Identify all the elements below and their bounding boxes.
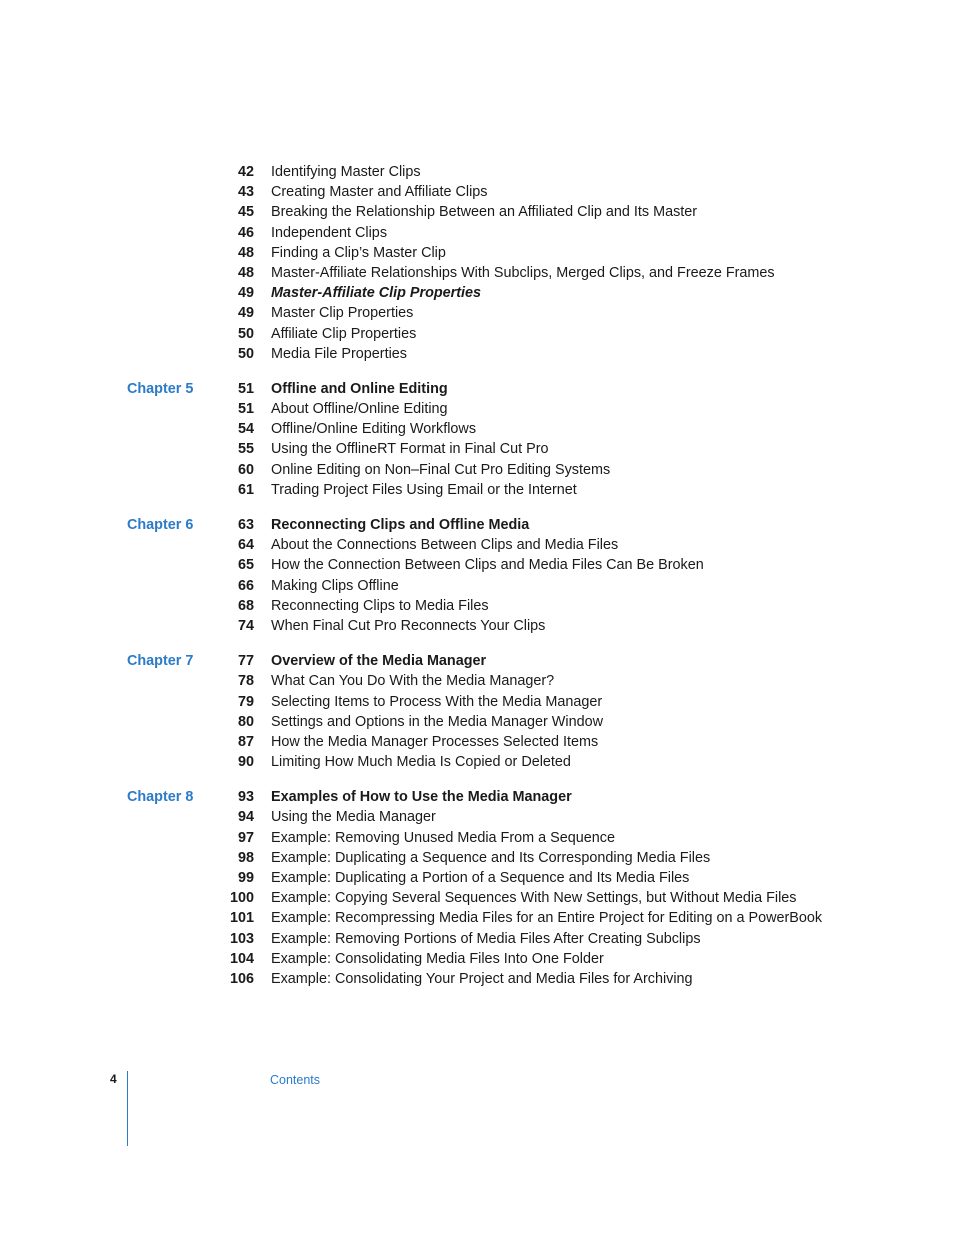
entry-title[interactable]: When Final Cut Pro Reconnects Your Clips	[271, 617, 546, 634]
page-number: 48	[237, 244, 254, 261]
toc-entry[interactable]	[0, 828, 954, 848]
page-number: 54	[237, 421, 254, 438]
entry-title[interactable]: Offline/Online Editing Workflows	[271, 421, 477, 438]
page-number: 48	[237, 264, 254, 281]
entry-title[interactable]: Master-Affiliate Relationships With Subclips, Merged Clips, and Freeze Frames	[271, 264, 775, 281]
toc-entry[interactable]	[0, 576, 954, 596]
table-of-contents	[0, 162, 954, 989]
toc-entry[interactable]	[0, 535, 954, 555]
toc-entry[interactable]	[0, 555, 954, 575]
toc-entry[interactable]	[0, 712, 954, 732]
toc-entry[interactable]	[0, 182, 954, 202]
entry-title[interactable]: Examples of How to Use the Media Manager	[271, 789, 572, 806]
toc-entry[interactable]	[0, 616, 954, 636]
entry-title[interactable]: Reconnecting Clips to Media Files	[271, 597, 489, 614]
page-number: 63	[237, 517, 254, 533]
toc-entry[interactable]	[0, 949, 954, 969]
chapter-label[interactable]: Chapter 8	[127, 789, 194, 806]
page-number: 46	[237, 224, 254, 241]
toc-entry[interactable]	[0, 263, 954, 283]
entry-title[interactable]: Master-Affiliate Clip Properties	[271, 285, 482, 302]
entry-title[interactable]: Finding a Clip’s Master Clip	[271, 244, 446, 261]
chapter-group	[0, 787, 954, 989]
page-number: 50	[237, 325, 254, 342]
toc-entry[interactable]	[0, 439, 954, 459]
page-number: 79	[237, 693, 254, 710]
entry-title[interactable]: Example: Consolidating Your Project and Media Files for Archiving	[271, 970, 693, 987]
entry-title[interactable]: Overview of the Media Manager	[271, 653, 487, 670]
entry-title[interactable]: Affiliate Clip Properties	[271, 325, 417, 342]
page-number: 100	[229, 890, 254, 907]
toc-entry[interactable]	[0, 419, 954, 439]
toc-entry[interactable]	[0, 848, 954, 868]
entry-title[interactable]: Selecting Items to Process With the Media Manager	[271, 693, 603, 710]
entry-title[interactable]: Media File Properties	[271, 345, 407, 362]
entry-title[interactable]: Example: Copying Several Sequences With New Settings, but Without Media Files	[271, 890, 797, 907]
page-number: 66	[237, 577, 254, 594]
page-number: 103	[229, 930, 254, 947]
toc-entry[interactable]	[0, 460, 954, 480]
chapter-label[interactable]: Chapter 5	[127, 380, 194, 397]
chapter-heading-row[interactable]	[0, 651, 954, 671]
chapter-group	[0, 515, 954, 636]
page-number: 77	[237, 653, 254, 670]
toc-entry[interactable]	[0, 752, 954, 772]
toc-entry[interactable]	[0, 344, 954, 364]
toc-entry[interactable]	[0, 692, 954, 712]
entry-title[interactable]: Reconnecting Clips and Offline Media	[271, 517, 530, 533]
entry-title[interactable]: How the Media Manager Processes Selected Items	[271, 733, 599, 750]
entry-title[interactable]: Offline and Online Editing	[271, 380, 448, 397]
page-number: 101	[229, 910, 254, 927]
page-number: 43	[237, 184, 254, 201]
toc-entry[interactable]	[0, 807, 954, 827]
page-number: 106	[229, 970, 254, 987]
toc-entry[interactable]	[0, 324, 954, 344]
page-number: 80	[237, 713, 254, 730]
page-number: 99	[237, 870, 254, 886]
footer-page-number: 4	[110, 1072, 117, 1086]
toc-entry[interactable]	[0, 480, 954, 500]
toc-entry[interactable]	[0, 303, 954, 323]
page-number: 55	[237, 441, 254, 458]
entry-title[interactable]: Limiting How Much Media Is Copied or Deleted	[271, 754, 571, 771]
entry-title[interactable]: What Can You Do With the Media Manager?	[271, 673, 555, 690]
entry-title[interactable]: Master Clip Properties	[271, 305, 414, 322]
page-number: 93	[237, 789, 254, 806]
entry-title[interactable]: Example: Duplicating a Sequence and Its Corresponding Media Files	[271, 849, 711, 866]
toc-entry[interactable]	[0, 888, 954, 908]
toc-entry[interactable]	[0, 671, 954, 691]
entry-title[interactable]: How the Connection Between Clips and Media Files Can Be Broken	[271, 557, 704, 574]
page-number: 94	[237, 809, 254, 826]
page-number: 104	[229, 950, 254, 967]
toc-entry[interactable]	[0, 399, 954, 419]
page-number: 68	[237, 597, 254, 614]
toc-entry[interactable]	[0, 868, 954, 888]
toc-entry[interactable]	[0, 243, 954, 263]
toc-entry[interactable]	[0, 283, 954, 303]
page-number: 42	[237, 164, 254, 180]
page-number: 65	[237, 557, 254, 574]
chapter-heading-row[interactable]	[0, 379, 954, 399]
toc-entry[interactable]	[0, 732, 954, 752]
chapter-label[interactable]: Chapter 6	[127, 517, 194, 533]
page-number: 90	[237, 754, 254, 771]
toc-entry[interactable]	[0, 908, 954, 928]
page-number: 64	[237, 537, 254, 554]
entry-title[interactable]: Example: Recompressing Media Files for an Entire Project for Editing on a PowerBook	[271, 910, 823, 927]
page-number: 98	[237, 849, 254, 866]
page-number: 97	[237, 829, 254, 846]
entry-title[interactable]: Example: Removing Unused Media From a Sequence	[271, 829, 615, 846]
entry-title[interactable]: About the Connections Between Clips and Media Files	[271, 537, 619, 554]
toc-entry[interactable]	[0, 162, 954, 182]
page-number: 51	[237, 401, 254, 418]
footer-section-label: Contents	[270, 1073, 321, 1087]
toc-entry[interactable]	[0, 223, 954, 243]
page-number: 51	[237, 380, 254, 397]
page-number: 45	[237, 204, 254, 221]
page-number: 61	[237, 481, 254, 498]
entry-title[interactable]: Online Editing on Non–Final Cut Pro Editing Systems	[271, 461, 611, 478]
toc-entry[interactable]	[0, 969, 954, 989]
entry-title[interactable]: Creating Master and Affiliate Clips	[271, 184, 488, 201]
chapter-group	[0, 651, 954, 772]
entry-title[interactable]: Making Clips Offline	[271, 577, 399, 594]
toc-entry[interactable]	[0, 202, 954, 222]
toc-entry[interactable]	[0, 929, 954, 949]
page-number: 60	[237, 461, 254, 478]
entry-title[interactable]: Using the OfflineRT Format in Final Cut Pro	[271, 441, 549, 458]
chapter-heading-row[interactable]	[0, 515, 954, 535]
chapter-label[interactable]: Chapter 7	[127, 653, 194, 670]
page-number: 74	[237, 617, 254, 634]
entry-title[interactable]: Example: Duplicating a Portion of a Sequence and Its Media Files	[271, 870, 690, 886]
entry-title[interactable]: Example: Removing Portions of Media Files After Creating Subclips	[271, 930, 701, 947]
entry-title[interactable]: About Offline/Online Editing	[271, 401, 448, 418]
chapter-group	[0, 379, 954, 500]
page-number: 49	[237, 285, 254, 302]
entry-title[interactable]: Identifying Master Clips	[271, 164, 421, 180]
page-number: 49	[237, 305, 254, 322]
entry-title[interactable]: Independent Clips	[271, 224, 388, 241]
footer-divider	[127, 1071, 128, 1146]
entry-title[interactable]: Using the Media Manager	[271, 809, 436, 826]
chapter-heading-row[interactable]	[0, 787, 954, 807]
entry-title[interactable]: Breaking the Relationship Between an Affiliated Clip and Its Master	[271, 204, 698, 221]
entry-title[interactable]: Example: Consolidating Media Files Into One Folder	[271, 950, 604, 967]
entry-title[interactable]: Trading Project Files Using Email or the Internet	[271, 481, 577, 498]
page-number: 50	[237, 345, 254, 362]
section-group	[0, 162, 954, 364]
toc-entry[interactable]	[0, 596, 954, 616]
page-number: 78	[237, 673, 254, 690]
entry-title[interactable]: Settings and Options in the Media Manager Window	[271, 713, 603, 730]
page-number: 87	[237, 733, 254, 750]
